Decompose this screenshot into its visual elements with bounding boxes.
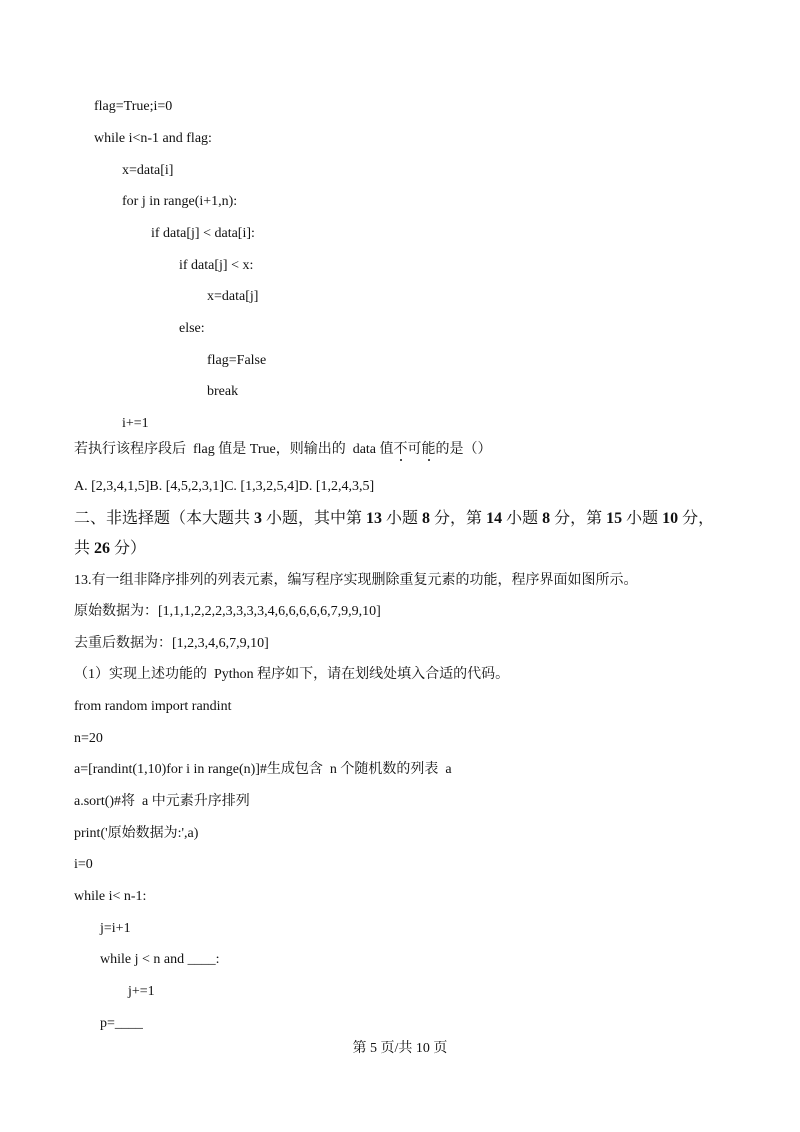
code-line: x=data[i] [122, 163, 174, 178]
code-line: n=20 [74, 731, 103, 746]
code-line: j+=1 [128, 984, 155, 999]
code-line: a.sort()#将 a 中元素升序排列 [74, 794, 250, 809]
code-line: break [207, 384, 239, 399]
code-line: from random import randint [74, 699, 232, 714]
code-line: p=____ [100, 1016, 143, 1031]
section-heading-cont: 共 26 分） [74, 540, 147, 557]
question-stem: 13.有一组非降序排列的列表元素，编写程序实现删除重复元素的功能，程序界面如图所示。 [74, 573, 638, 588]
code-line: j=i+1 [100, 921, 131, 936]
code-line: i+=1 [122, 416, 149, 431]
code-line: while j < n and ____: [100, 952, 220, 967]
code-line: for j in range(i+1,n): [122, 194, 238, 209]
emphasis-char: 不 [393, 442, 408, 457]
code-line: x=data[j] [207, 289, 259, 304]
code-line: if data[j] < x: [179, 258, 254, 273]
question-options: A. [2,3,4,1,5]B. [4,5,2,3,1]C. [1,3,2,5,4]D. [1,2,4,3,5] [74, 479, 375, 494]
code-line: while i< n-1: [74, 889, 147, 904]
emphasis-char: 能 [421, 442, 436, 457]
original-data-line: 原始数据为：[1,1,1,2,2,2,3,3,3,3,4,6,6,6,6,6,7,9,9,10] [74, 604, 381, 619]
code-line: i=0 [74, 857, 93, 872]
sub-question: （1）实现上述功能的 Python 程序如下，请在划线处填入合适的代码。 [74, 667, 510, 682]
page-footer: 第 5 页/共 10 页 [352, 1041, 448, 1056]
code-line: flag=True;i=0 [94, 99, 173, 114]
code-line: while i<n-1 and flag: [94, 131, 212, 146]
code-line: print('原始数据为:',a) [74, 826, 199, 841]
dedup-data-line: 去重后数据为：[1,2,3,4,6,7,9,10] [74, 636, 269, 651]
code-line: if data[j] < data[i]: [151, 226, 255, 241]
section-heading: 二、非选择题（本大题共 3 小题，其中第 13 小题 8 分，第 14 小题 8 分，第 15 小题 10 分， [74, 510, 715, 527]
code-line: else: [179, 321, 205, 336]
question-stem: 若执行该程序段后 flag 值是 True，则输出的 data 值不可能的是（） [74, 442, 492, 457]
code-line: a=[randint(1,10)for i in range(n)]#生成包含 n 个随机数的列表 a [74, 762, 452, 777]
code-line: flag=False [207, 353, 267, 368]
